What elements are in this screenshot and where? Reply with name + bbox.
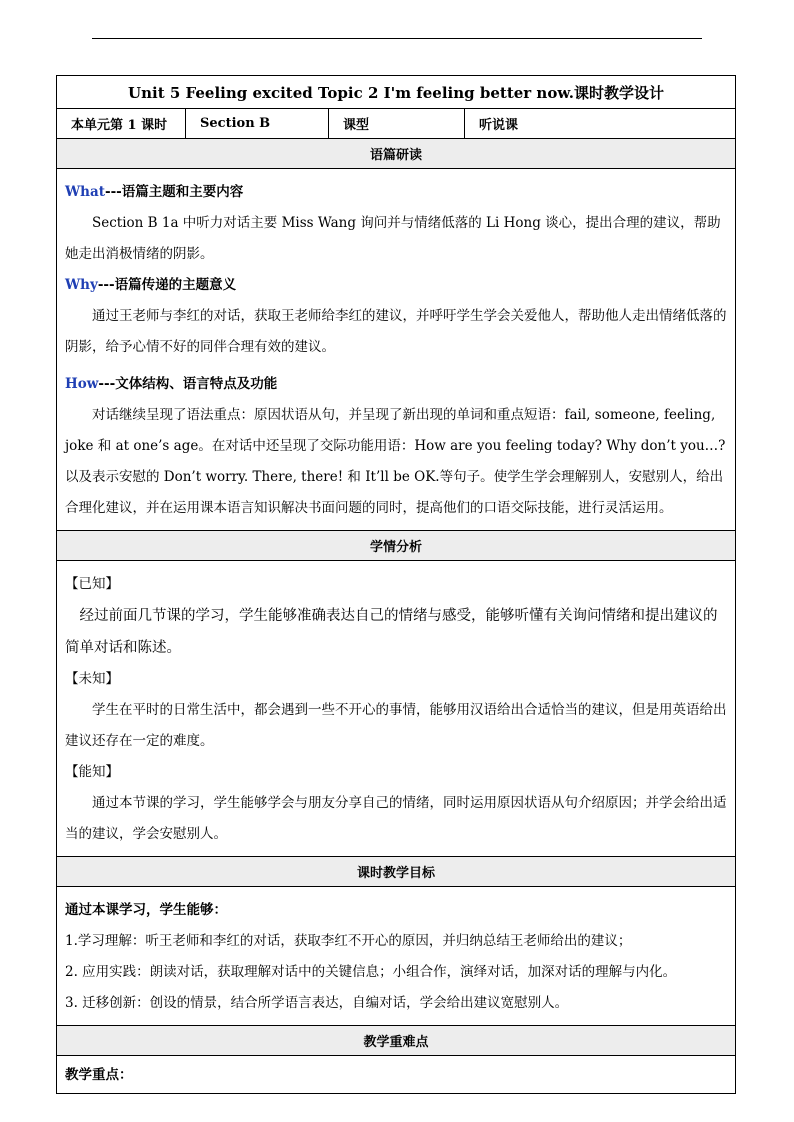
analysis-content [57, 561, 735, 857]
unit-lesson-cell: 本单元第 1 课时 [57, 109, 186, 138]
how-title: ---文体结构、语言特点及功能 [98, 376, 278, 392]
why-heading [65, 270, 727, 301]
how-text: 对话继续呈现了语法重点：原因状语从句，并呈现了新出现的单词和重点短语：fail, someone, feeling, joke 和 at one’s age。在对话中还呈现了交际功能用语：How are you feeling today? Why don’t you…? 以及表示安慰的 Don’t worry. There, there! 和 It’ll be OK.等句子。使学生学会理解别人，安慰别人，给出合理化建议，并在运用课本语言知识解决书面问题的同时，提高他们的口语交际技能，进行灵活运用。 [65, 407, 726, 516]
able-label: 【能知】 [65, 764, 119, 780]
reading-header: 语篇研读 [57, 139, 735, 169]
type-value-cell: 听说课 [479, 118, 519, 133]
able-text: 通过本节课的学习，学生能够学会与朋友分享自己的情绪，同时运用原因状语从句介绍原因；并学会给出适当的建议，学会安慰别人。 [65, 795, 727, 842]
how-label: How [65, 376, 99, 392]
what-text: Section B 1a 中听力对话主要 Miss Wang 询问并与情绪低落的 Li Hong 谈心，提出合理的建议，帮助她走出消极情绪的阴影。 [65, 215, 721, 262]
header-rule [92, 38, 702, 39]
known-label: 【已知】 [65, 576, 119, 592]
what-label: What [65, 184, 105, 200]
unknown-text: 学生在平时的日常生活中，都会遇到一些不开心的事情，能够用汉语给出合适恰当的建议，但是用英语给出建议还存在一定的难度。 [65, 702, 727, 749]
known-text: 经过前面几节课的学习，学生能够准确表达自己的情绪与感受，能够听懂有关询问情绪和提出建议的简单对话和陈述。 [65, 608, 718, 656]
what-heading [65, 177, 727, 208]
type-label-cell: 课型 [329, 109, 465, 138]
objectives-content [57, 887, 735, 1026]
focus-label: 教学重点： [65, 1067, 133, 1083]
section-cell: Section B [186, 109, 329, 138]
why-label: Why [65, 277, 98, 293]
objectives-header: 课时教学目标 [57, 857, 735, 887]
why-title: ---语篇传递的主题意义 [97, 277, 237, 293]
info-row [57, 109, 735, 139]
why-text: 通过王老师与李红的对话，获取王老师给李红的建议，并呼吁学生学会关爱他人，帮助他人走出情绪低落的阴影，给予心情不好的同伴合理有效的建议。 [65, 308, 727, 355]
objective-item-1: 1.学习理解：听王老师和李红的对话，获取李红不开心的原因，并归纳总结王老师给出的建议； [65, 933, 632, 949]
analysis-header: 学情分析 [57, 531, 735, 561]
what-title: ---语篇主题和主要内容 [104, 184, 244, 200]
reading-content [57, 169, 735, 531]
keypoints-header: 教学重难点 [57, 1026, 735, 1056]
document-title: Unit 5 Feeling excited Topic 2 I'm feeling better now.课时教学设计 [57, 76, 735, 109]
keypoints-content [57, 1056, 735, 1093]
objective-item-2: 2. 应用实践：朗读对话，获取理解对话中的关键信息；小组合作，演绎对话，加深对话的理解与内化。 [65, 964, 677, 980]
how-heading [65, 369, 727, 400]
lesson-plan-table [56, 75, 736, 1094]
unknown-label: 【未知】 [65, 671, 119, 687]
objectives-intro: 通过本课学习，学生能够： [65, 902, 227, 918]
objective-item-3: 3. 迁移创新：创设的情景，结合所学语言表达，自编对话，学会给出建议宽慰别人。 [65, 995, 569, 1011]
